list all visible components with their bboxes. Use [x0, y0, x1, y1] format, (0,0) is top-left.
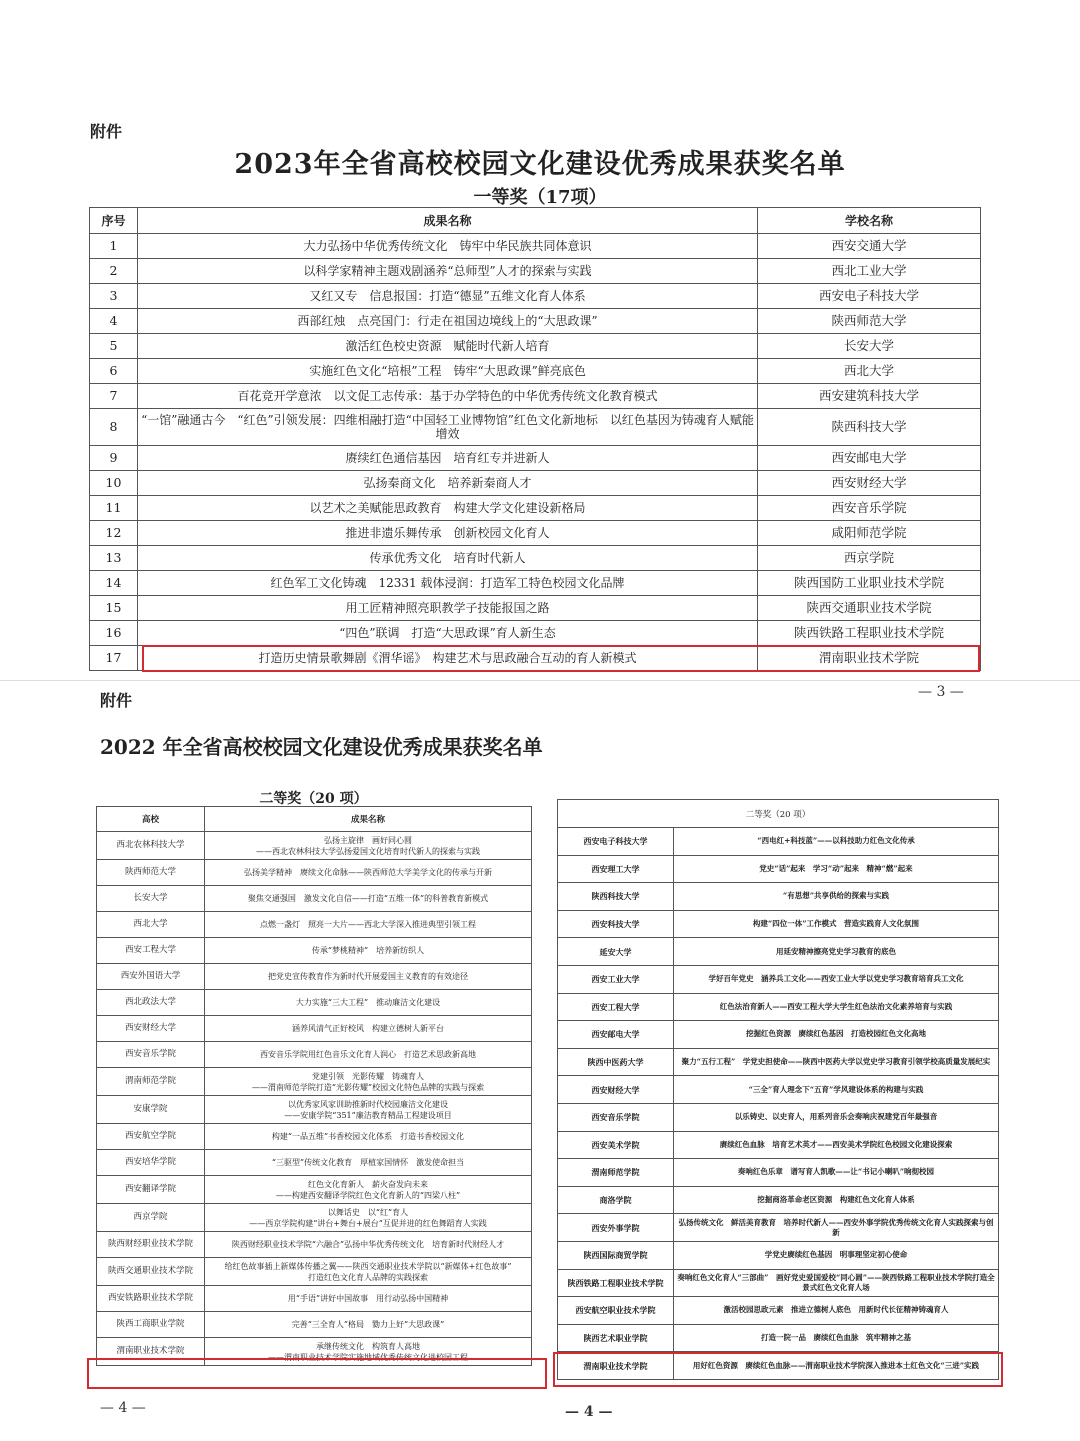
table-row — [90, 471, 981, 496]
university-name: 渭南师范学院 — [558, 1159, 674, 1187]
university-name: 西安美术学院 — [558, 1131, 674, 1159]
row-number: 10 — [90, 471, 138, 496]
table-row — [558, 993, 999, 1021]
university-name: 西北农林科技大学 — [97, 832, 205, 860]
table-row — [97, 1258, 532, 1286]
achievement-name: 实施红色文化“培根”工程 铸牢“大思政课”鲜亮底色 — [138, 359, 758, 384]
university-name: 陕西铁路工程职业技术学院 — [558, 1269, 674, 1297]
table-row — [90, 384, 981, 409]
achievement-name — [205, 1124, 532, 1150]
achievement-name: 以艺术之美赋能思政教育 构建大学文化建设新格局 — [138, 496, 758, 521]
school-name: 西北工业大学 — [758, 259, 981, 284]
row-number: 2 — [90, 259, 138, 284]
school-name: 西北大学 — [758, 359, 981, 384]
second-prize-table-left — [96, 806, 532, 1366]
table-row — [558, 1324, 999, 1352]
table-row — [558, 1352, 999, 1380]
school-name: 咸阳师范学院 — [758, 521, 981, 546]
university-name: 陕西师范大学 — [97, 860, 205, 886]
page-divider — [0, 680, 1080, 681]
achievement-name: 红色军工文化铸魂 12331 载体浸润：打造军工特色校园文化品牌 — [138, 571, 758, 596]
table-row — [90, 409, 981, 446]
university-name: 西北政法大学 — [97, 990, 205, 1016]
table-row — [97, 1338, 532, 1366]
university-name: 西安航空学院 — [97, 1124, 205, 1150]
row-number: 13 — [90, 546, 138, 571]
school-name: 西安邮电大学 — [758, 446, 981, 471]
header-university: 高校 — [97, 807, 205, 832]
university-name: 西安电子科技大学 — [558, 828, 674, 856]
achievement-name — [205, 1042, 532, 1068]
header-no: 序号 — [90, 208, 138, 234]
row-number: 6 — [90, 359, 138, 384]
achievement-name: “西电红+科技蓝”——以科技助力红色文化传承 — [674, 828, 999, 856]
table-row — [90, 571, 981, 596]
university-name: 西安外国语大学 — [97, 964, 205, 990]
achievement-name — [205, 886, 532, 912]
table-row — [97, 1204, 532, 1232]
table-row — [558, 1159, 999, 1187]
achievement-line: ——西北农林科技大学弘扬爱国文化培育时代新人的探索与实践 — [256, 846, 480, 856]
achievement-name — [205, 912, 532, 938]
table-row — [90, 284, 981, 309]
university-name: 西安航空职业技术学院 — [558, 1297, 674, 1325]
university-name: 延安大学 — [558, 938, 674, 966]
row-number: 9 — [90, 446, 138, 471]
table-row — [90, 596, 981, 621]
achievement-name: 聚力“五行工程” 学党史担使命——陕西中医药大学以党史学习教育引领学校高质量发展纪实 — [674, 1048, 999, 1076]
table-row — [558, 910, 999, 938]
achievement-line: 弘扬美学精神 赓续文化命脉——陕西师范大学美学文化的传承与开新 — [244, 868, 492, 877]
row-number: 16 — [90, 621, 138, 646]
achievement-line: “三驱型”传统文化教育 厚植家国情怀 激发使命担当 — [271, 1158, 465, 1167]
achievement-name: 打造历史情景歌舞剧《渭华谣》 构建艺术与思政融合互动的育人新模式 — [138, 646, 758, 671]
achievement-name: 挖掘红色资源 赓续红色基因 打造校园红色文化高地 — [674, 1021, 999, 1049]
table-row — [90, 546, 981, 571]
achievement-name: 以科学家精神主题戏剧涵养“总师型”人才的探索与实践 — [138, 259, 758, 284]
table-row — [90, 259, 981, 284]
achievement-name: “有思想”共享供给的探索与实践 — [674, 883, 999, 911]
achievement-line: ——构建西安翻译学院红色文化育新人的“四梁八柱” — [275, 1190, 461, 1200]
table-row — [97, 1176, 532, 1204]
row-number: 11 — [90, 496, 138, 521]
achievement-line: 把党史宣传教育作为新时代开展爱国主义教育的有效途径 — [268, 972, 468, 981]
achievement-name: 赓续红色血脉 培育艺术英才——西安美术学院红色校园文化建设探索 — [674, 1131, 999, 1159]
header-achievement: 成果名称 — [205, 807, 532, 832]
university-name: 西安理工大学 — [558, 855, 674, 883]
achievement-name — [205, 1068, 532, 1096]
university-name: 西安外事学院 — [558, 1214, 674, 1242]
table-row — [558, 828, 999, 856]
attachment-label-2: 附件 — [100, 691, 133, 710]
table-row — [97, 886, 532, 912]
table-row — [97, 938, 532, 964]
table-row — [90, 621, 981, 646]
achievement-name: 以乐铸史、以史育人，用系列音乐会奏响庆祝建党百年最强音 — [674, 1103, 999, 1131]
table-row — [558, 855, 999, 883]
school-name: 渭南职业技术学院 — [758, 646, 981, 671]
achievement-name: 用好红色资源 赓续红色血脉——渭南职业技术学院深入推进本土红色文化“三进”实践 — [674, 1352, 999, 1380]
table-header-row — [558, 800, 999, 828]
achievement-name: 传承优秀文化 培育时代新人 — [138, 546, 758, 571]
school-name: 西安建筑科技大学 — [758, 384, 981, 409]
achievement-line: 西安音乐学院用红色音乐文化育人润心 打造艺术思政新高地 — [260, 1050, 476, 1059]
table-row — [90, 446, 981, 471]
table-row — [97, 832, 532, 860]
achievement-name: 红色法治育新人——西安工程大学大学生红色法治文化素养培育与实践 — [674, 993, 999, 1021]
achievement-name: 激活红色校史资源 赋能时代新人培育 — [138, 334, 758, 359]
achievement-name: 百花竞开学意浓 以文促工志传承：基于办学特色的中华优秀传统文化教育模式 — [138, 384, 758, 409]
row-number: 17 — [90, 646, 138, 671]
university-name: 西安邮电大学 — [558, 1021, 674, 1049]
university-name: 西京学院 — [97, 1204, 205, 1232]
university-name: 西安科技大学 — [558, 910, 674, 938]
achievement-line: 陕西财经职业技术学院“六融合”弘扬中华优秀传统文化 培育新时代财经人才 — [231, 1240, 505, 1249]
achievement-line: 大力实施“三大工程” 推动廉洁文化建设 — [295, 998, 441, 1007]
table-row — [90, 359, 981, 384]
achievement-name — [205, 1176, 532, 1204]
achievement-line: ——渭南师范学院打造“光影传耀”校园文化特色品牌的实践与探索 — [251, 1082, 485, 1092]
university-name: 渭南职业技术学院 — [558, 1352, 674, 1380]
achievement-name — [205, 938, 532, 964]
achievement-line: 以舞话史 以“红”育人 — [327, 1207, 409, 1217]
table-row — [97, 1124, 532, 1150]
achievement-line: 承继传统文化 构筑育人高地 — [316, 1341, 420, 1351]
table-row — [90, 234, 981, 259]
achievement-name — [205, 832, 532, 860]
table-row — [90, 521, 981, 546]
table-row — [97, 1042, 532, 1068]
table-row — [558, 883, 999, 911]
school-name: 陕西交通职业技术学院 — [758, 596, 981, 621]
table-header-row — [97, 807, 532, 832]
table-row — [90, 646, 981, 671]
university-name: 西安翻译学院 — [97, 1176, 205, 1204]
university-name: 陕西国际商贸学院 — [558, 1241, 674, 1269]
achievement-line: 构建“一品五维”书香校园文化体系 打造书香校园文化 — [271, 1132, 465, 1141]
row-number: 14 — [90, 571, 138, 596]
university-name: 西安铁路职业技术学院 — [97, 1286, 205, 1312]
table-row — [97, 1096, 532, 1124]
school-name: 西安电子科技大学 — [758, 284, 981, 309]
achievement-name: “四色”联调 打造“大思政课”育人新生态 — [138, 621, 758, 646]
achievement-line: 打造红色文化育人品牌的实践探索 — [308, 1272, 428, 1282]
achievement-line: 传承“梦桃精神” 培养新纺织人 — [311, 946, 425, 955]
achievement-name: “三全”育人理念下“五育”学风建设体系的构建与实践 — [674, 1076, 999, 1104]
achievement-name — [205, 1096, 532, 1124]
university-name: 西安音乐学院 — [97, 1042, 205, 1068]
school-name: 陕西师范大学 — [758, 309, 981, 334]
achievement-name — [205, 1016, 532, 1042]
achievement-line: 用“手语”讲好中国故事 用行动弘扬中国精神 — [287, 1294, 449, 1303]
table-row — [97, 964, 532, 990]
achievement-name: 党史“话”起来 学习“动”起来 精神“燃”起来 — [674, 855, 999, 883]
university-name: 渭南职业技术学院 — [97, 1338, 205, 1366]
table-header-row — [90, 208, 981, 234]
first-prize-table — [89, 207, 981, 671]
second-prize-table-right — [557, 799, 999, 1380]
page-number-4-left: — 4 — — [100, 1400, 146, 1416]
page-title-2023: 2023年全省高校校园文化建设优秀成果获奖名单 — [234, 149, 846, 180]
achievement-name: 奏响红色文化育人“三部曲” 画好党史爱国爱校“同心圆”——陕西铁路工程职业技术学院打造全景式红色文化育人场 — [674, 1269, 999, 1297]
achievement-line: ——西京学院构建“讲台+舞台+展台”互促并进的红色舞蹈育人实践 — [249, 1218, 487, 1228]
university-name: 商洛学院 — [558, 1186, 674, 1214]
school-name: 陕西科技大学 — [758, 409, 981, 446]
achievement-line: 以优秀家风家训助推新时代校园廉洁文化建设 — [288, 1099, 448, 1109]
university-name: 陕西工商职业学院 — [97, 1312, 205, 1338]
school-name: 长安大学 — [758, 334, 981, 359]
table-row — [97, 990, 532, 1016]
achievement-name: 学好百年党史 涵养兵工文化——西安工业大学以党史学习教育培育兵工文化 — [674, 965, 999, 993]
page-title-2022: 2022 年全省高校校园文化建设优秀成果获奖名单 — [100, 735, 543, 759]
table-row — [90, 496, 981, 521]
university-name: 西安培华学院 — [97, 1150, 205, 1176]
achievement-line: 聚焦交通强国 激发文化自信——打造“五维一体”的科普教育新模式 — [247, 894, 489, 903]
award-level-subtitle: 一等奖（17项） — [473, 187, 607, 208]
table-row — [558, 965, 999, 993]
university-name: 陕西交通职业技术学院 — [97, 1258, 205, 1286]
row-number: 4 — [90, 309, 138, 334]
table-row — [558, 1214, 999, 1242]
table-row — [558, 1297, 999, 1325]
achievement-name: 挖掘商洛革命老区资源 构建红色文化育人体系 — [674, 1186, 999, 1214]
achievement-line: 点燃一盏灯 照亮一大片——西北大学深入推进典型引领工程 — [260, 920, 476, 929]
achievement-line: 红色文化育新人 薪火奋发向未来 — [308, 1179, 428, 1189]
second-prize-subtitle: 二等奖（20 项） — [259, 791, 368, 807]
achievement-name: 大力弘扬中华优秀传统文化 铸牢中华民族共同体意识 — [138, 234, 758, 259]
achievement-name — [205, 1286, 532, 1312]
table-row — [558, 1269, 999, 1297]
achievement-name — [205, 860, 532, 886]
achievement-name: 激活校园思政元素 推进立德树人底色 用新时代长征精神铸魂育人 — [674, 1297, 999, 1325]
table-row — [558, 1048, 999, 1076]
table-row — [90, 334, 981, 359]
achievement-name — [205, 1150, 532, 1176]
achievement-name — [205, 1258, 532, 1286]
attachment-label-1: 附件 — [90, 122, 123, 141]
achievement-name: “一馆”融通古今 “红色”引领发展：四维相融打造“中国轻工业博物馆”红色文化新地标 以红色基因为铸魂育人赋能增效 — [138, 409, 758, 446]
table-row — [97, 1016, 532, 1042]
achievement-line: 弘扬主旋律 画好同心圆 — [324, 835, 412, 845]
school-name: 陕西铁路工程职业技术学院 — [758, 621, 981, 646]
row-number: 3 — [90, 284, 138, 309]
university-name: 陕西艺术职业学院 — [558, 1324, 674, 1352]
table-row — [97, 912, 532, 938]
table-row — [558, 1241, 999, 1269]
university-name: 西安工程大学 — [97, 938, 205, 964]
university-name: 陕西中医药大学 — [558, 1048, 674, 1076]
achievement-name — [205, 1338, 532, 1366]
university-name: 西安财经大学 — [97, 1016, 205, 1042]
achievement-name: 西部红烛 点亮国门：行走在祖国边境线上的“大思政课” — [138, 309, 758, 334]
achievement-name: 赓续红色通信基因 培育红专并进新人 — [138, 446, 758, 471]
achievement-name: 用延安精神擦亮党史学习教育的底色 — [674, 938, 999, 966]
achievement-name: 奏响红色乐章 谱写育人凯歌——让“书记小喇叭”响彻校园 — [674, 1159, 999, 1187]
table-row — [97, 860, 532, 886]
achievement-name — [205, 990, 532, 1016]
achievement-line: 涵养风清气正好校风 构建立德树人新平台 — [292, 1024, 444, 1033]
university-name: 陕西科技大学 — [558, 883, 674, 911]
achievement-name: 用工匠精神照亮职教学子技能报国之路 — [138, 596, 758, 621]
table-row — [558, 1131, 999, 1159]
school-name: 陕西国防工业职业技术学院 — [758, 571, 981, 596]
school-name: 西京学院 — [758, 546, 981, 571]
achievement-name — [205, 1204, 532, 1232]
achievement-name — [205, 1232, 532, 1258]
table-row — [558, 1021, 999, 1049]
table-row — [97, 1150, 532, 1176]
achievement-line: 党建引领 光影传耀 铸魂育人 — [312, 1071, 424, 1081]
school-name: 西安音乐学院 — [758, 496, 981, 521]
achievement-name: 学党史赓续红色基因 明事理坚定初心使命 — [674, 1241, 999, 1269]
achievement-name: 推进非遗乐舞传承 创新校园文化育人 — [138, 521, 758, 546]
page-number-3: — 3 — — [918, 684, 964, 700]
table-row — [97, 1068, 532, 1096]
achievement-name: 又红又专 信息报国：打造“德显”五维文化育人体系 — [138, 284, 758, 309]
row-number: 12 — [90, 521, 138, 546]
achievement-name: 构建“四位一体”工作模式 营造实践育人文化氛围 — [674, 910, 999, 938]
university-name: 西安工业大学 — [558, 965, 674, 993]
table-row — [97, 1286, 532, 1312]
school-name: 西安交通大学 — [758, 234, 981, 259]
achievement-line: ——渭南职业技术学院实施地域优秀传统文化进校园工程 — [268, 1352, 468, 1362]
achievement-name — [205, 1312, 532, 1338]
achievement-name: 弘扬秦商文化 培养新秦商人才 — [138, 471, 758, 496]
university-name: 安康学院 — [97, 1096, 205, 1124]
row-number: 5 — [90, 334, 138, 359]
row-number: 7 — [90, 384, 138, 409]
row-number: 15 — [90, 596, 138, 621]
table-row — [97, 1232, 532, 1258]
row-number: 1 — [90, 234, 138, 259]
university-name: 陕西财经职业技术学院 — [97, 1232, 205, 1258]
university-name: 渭南师范学院 — [97, 1068, 205, 1096]
table-row — [558, 1103, 999, 1131]
right-table-header: 二等奖（20 项） — [558, 800, 999, 828]
header-school: 学校名称 — [758, 208, 981, 234]
university-name: 西安财经大学 — [558, 1076, 674, 1104]
university-name: 长安大学 — [97, 886, 205, 912]
table-row — [558, 1076, 999, 1104]
header-achievement: 成果名称 — [138, 208, 758, 234]
achievement-line: 给红色故事插上新媒体传播之翼——陕西交通职业技术学院以“新媒体+红色故事” — [224, 1261, 512, 1271]
achievement-name — [205, 964, 532, 990]
row-number: 8 — [90, 409, 138, 446]
university-name: 西安工程大学 — [558, 993, 674, 1021]
university-name: 西安音乐学院 — [558, 1103, 674, 1131]
table-row — [90, 309, 981, 334]
achievement-line: ——安康学院“351”廉洁教育精品工程建设项目 — [284, 1110, 452, 1120]
table-row — [558, 938, 999, 966]
achievement-name: 弘扬传统文化 鲜活美育教育 培养时代新人——西安外事学院优秀传统文化育人实践探索与创新 — [674, 1214, 999, 1242]
table-row — [558, 1186, 999, 1214]
table-row — [97, 1312, 532, 1338]
achievement-line: 完善“三全育人”格局 勠力上好“大思政课” — [291, 1320, 445, 1329]
achievement-name: 打造一院一品 赓续红色血脉 筑牢精神之基 — [674, 1324, 999, 1352]
page-number-4-right: — 4 — — [565, 1404, 613, 1420]
university-name: 西北大学 — [97, 912, 205, 938]
school-name: 西安财经大学 — [758, 471, 981, 496]
